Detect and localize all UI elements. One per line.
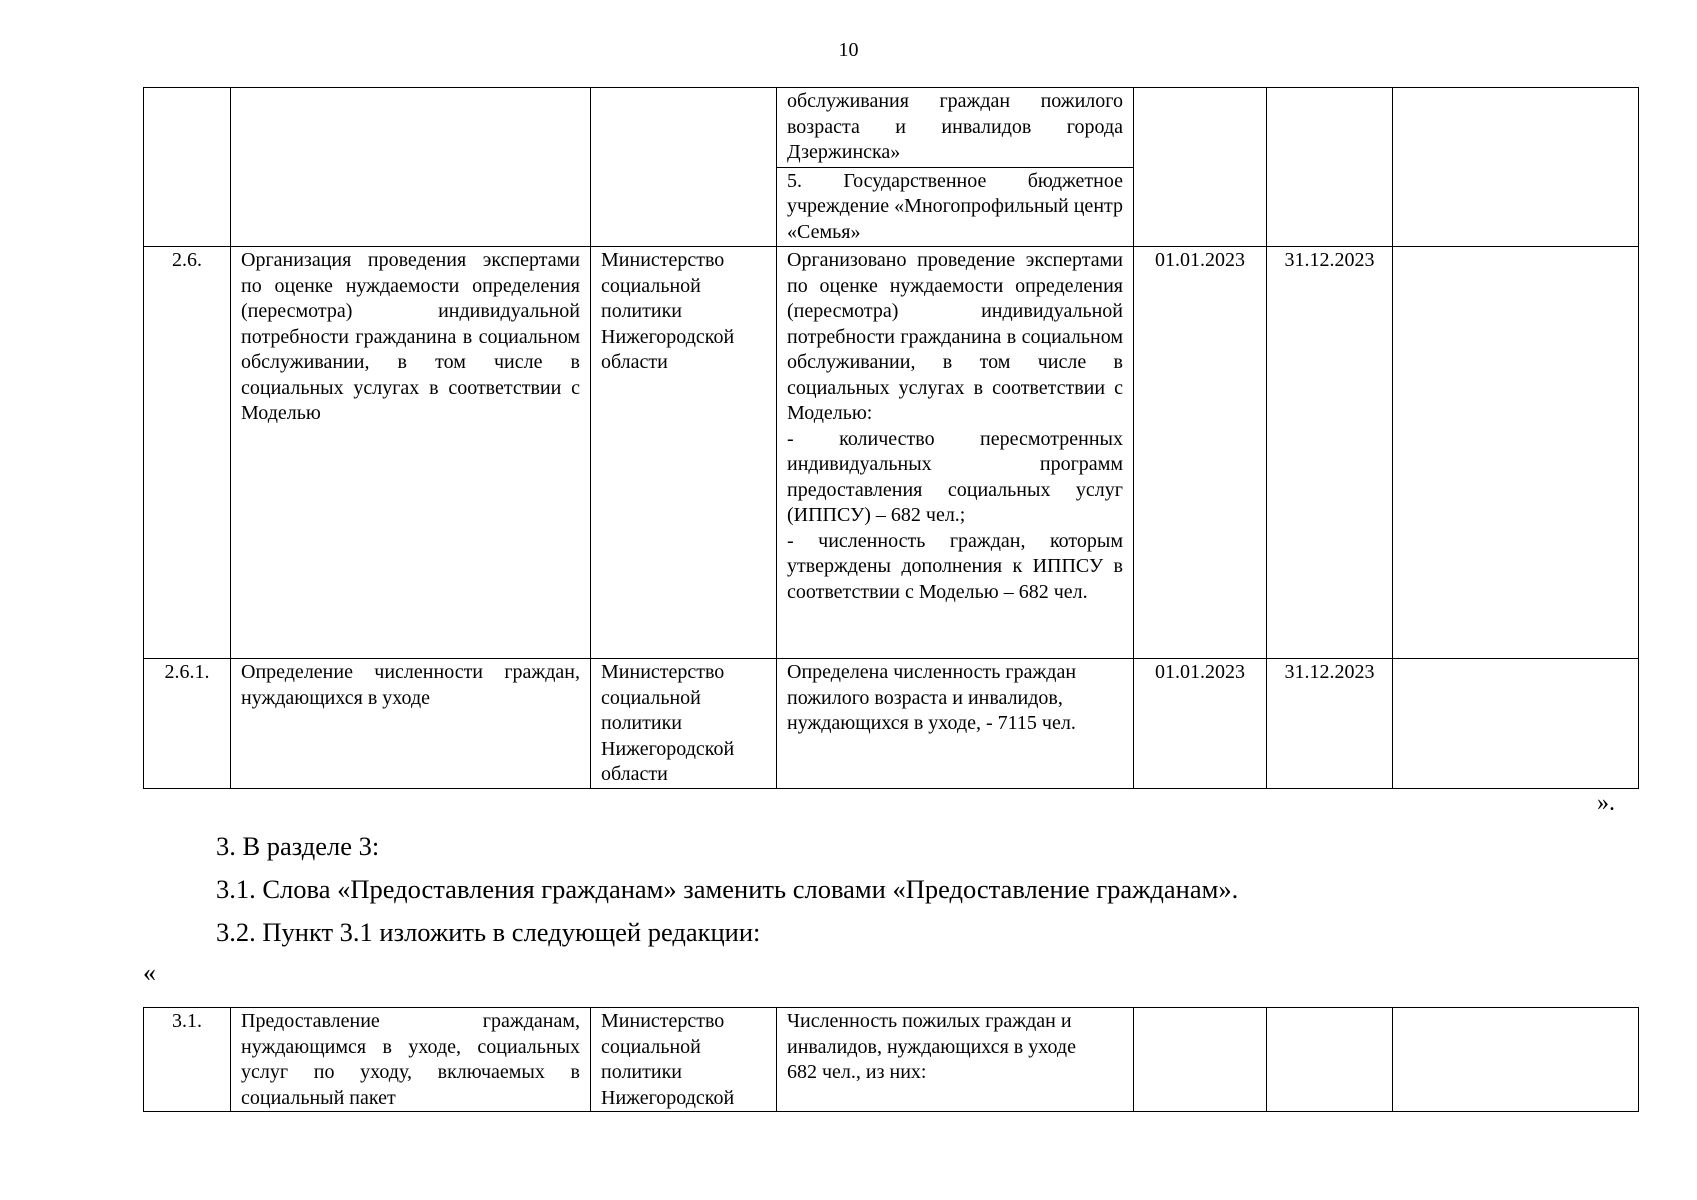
executor-cell [591, 88, 777, 247]
row-number: 2.6.1. [144, 659, 231, 789]
activity-cell: Определение численности граждан, нуждающихся в уходе [231, 659, 591, 789]
end-date-cell: 31.12.2023 [1267, 659, 1393, 789]
result-item: - количество пересмотренных индивидуальных программ предоставления социальных услуг (ИППСУ) – 682 чел.; [787, 427, 1123, 526]
activities-table-continued [143, 87, 1639, 789]
executor-cell: Министерство социальной политики Нижегородской области [591, 659, 777, 789]
start-date-cell [1134, 1008, 1267, 1112]
executor-cell: Министерство социальной политики Нижегородской области [591, 247, 777, 659]
start-date-cell: 01.01.2023 [1134, 659, 1267, 789]
table-row [144, 88, 1639, 247]
paragraph-3-1: 3.1. Слова «Предоставления гражданам» заменить словами «Предоставление гражданам». [216, 874, 1239, 904]
note-cell [1393, 659, 1639, 789]
closing-quote: ». [1597, 790, 1615, 816]
paragraph-3-2: 3.2. Пункт 3.1 изложить в следующей редакции: [216, 917, 761, 947]
end-date-cell [1267, 1008, 1393, 1112]
end-date-cell: 31.12.2023 [1267, 247, 1393, 659]
result-cell: Определена численность граждан пожилого возраста и инвалидов, нуждающихся в уходе, - 7115 чел. [777, 659, 1134, 789]
executor-cell: Министерство социальной политики Нижегородской [591, 1008, 777, 1112]
activity-cell: Организация проведения экспертами по оценке нуждаемости определения (пересмотра) индивидуальной потребности гражданина в социальном обслуживании, в том числе в социальных услугах в соответствии с Моделью [231, 247, 591, 659]
result-cell: Численность пожилых граждан и инвалидов, нуждающихся в уходе 682 чел., из них: [777, 1008, 1134, 1112]
note-cell [1393, 1008, 1639, 1112]
paragraph-section-3: 3. В разделе 3: [216, 831, 380, 861]
table-row [144, 1008, 1639, 1112]
table-row [144, 659, 1639, 789]
result-item: - численность граждан, которым утверждены дополнения к ИППСУ в соответствии с Моделью – 682 чел. [787, 529, 1123, 603]
table-row [144, 247, 1639, 659]
activity-cell [231, 88, 591, 247]
result-item: 5. Государственное бюджетное учреждение «Многопрофильный центр «Семья» [777, 167, 1133, 247]
start-date-cell: 01.01.2023 [1134, 247, 1267, 659]
row-number: 2.6. [144, 247, 231, 659]
note-cell [1393, 247, 1639, 659]
result-item: обслуживания граждан пожилого возраста и инвалидов города Дзержинска» [787, 90, 1123, 163]
result-intro: Организовано проведение экспертами по оценке нуждаемости определения (пересмотра) индивидуальной потребности гражданина в социальном обслуживании, в том числе в социальных услугах в соответствии с Моделью: [787, 249, 1123, 424]
activities-table-section-3 [143, 1007, 1639, 1112]
activity-cell: Предоставление гражданам, нуждающимся в уходе, социальных услуг по уходу, включаемых в социальный пакет [231, 1008, 591, 1112]
row-number: 3.1. [144, 1008, 231, 1112]
num-cell [144, 88, 231, 247]
start-date-cell [1134, 88, 1267, 247]
end-date-cell [1267, 88, 1393, 247]
result-cell [777, 88, 1134, 247]
opening-quote: « [143, 958, 156, 987]
note-cell [1393, 88, 1639, 247]
page-number: 10 [838, 39, 859, 61]
result-cell [777, 247, 1134, 659]
